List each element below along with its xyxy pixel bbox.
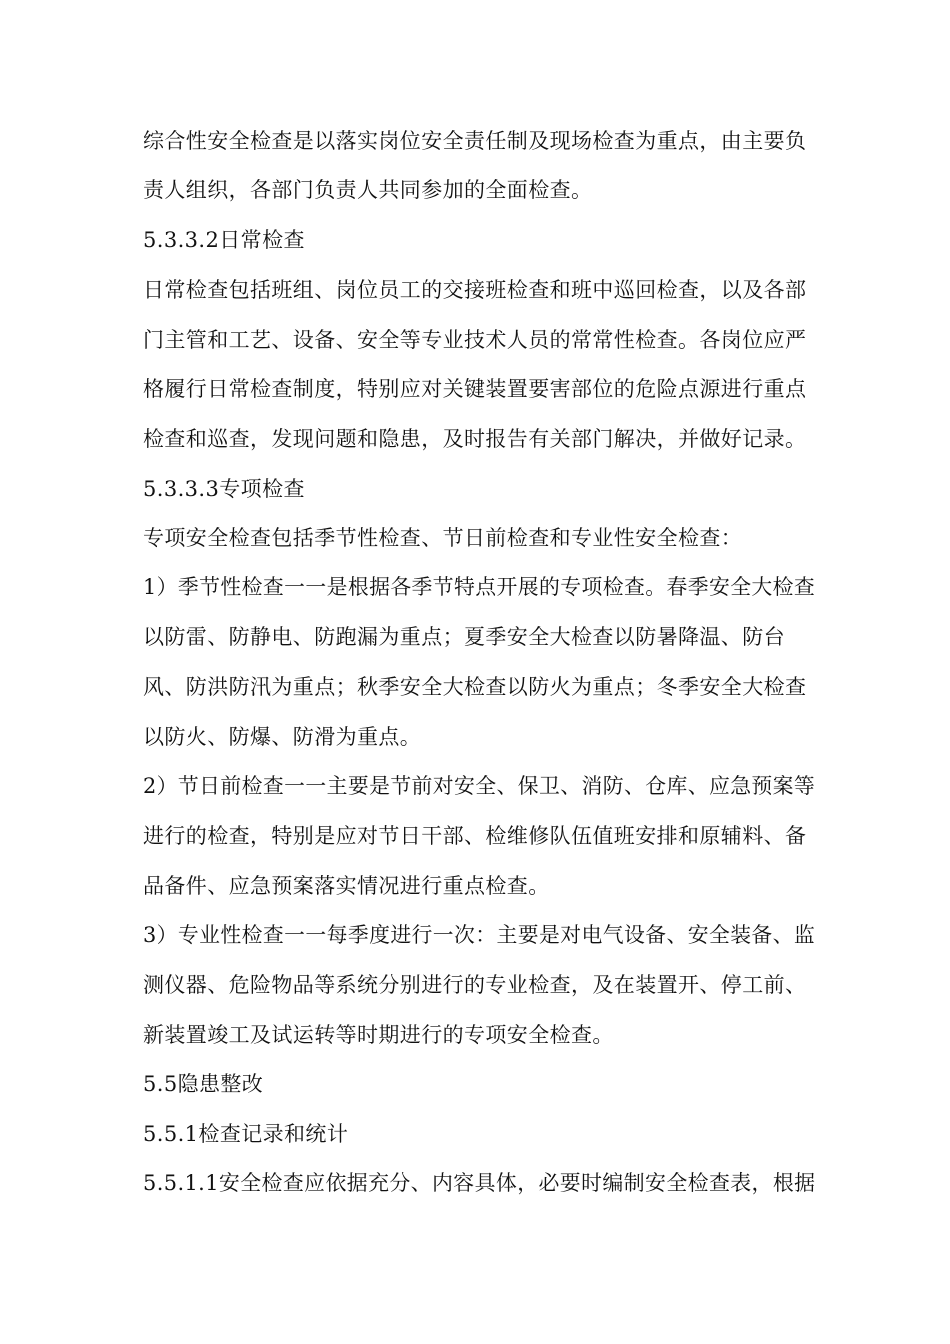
section-heading: 5.3.3.2日常检查	[143, 228, 305, 252]
text-line: 责人组织，各部门负责人共同参加的全面检查。	[143, 178, 593, 202]
text-line: 日常检查包括班组、岗位员工的交接班检查和班中巡回检查，以及各部	[143, 278, 807, 302]
section-heading: 5.5隐患整改	[143, 1072, 264, 1096]
text-line: 测仪器、危险物品等系统分别进行的专业检查，及在装置开、停工前、	[143, 973, 807, 997]
text-line: 1）季节性检查一一是根据各季节特点开展的专项检查。春季安全大检查	[143, 575, 816, 599]
text-line: 综合性安全检查是以落实岗位安全责任制及现场检查为重点，由主要负	[143, 129, 807, 153]
text-line: 检查和巡查，发现问题和隐患，及时报告有关部门解决，并做好记录。	[143, 427, 807, 451]
text-line: 专项安全检查包括季节性检查、节日前检查和专业性安全检查：	[143, 526, 743, 550]
text-line: 新装置竣工及试运转等时期进行的专项安全检查。	[143, 1023, 614, 1047]
text-line: 2）节日前检查一一主要是节前对安全、保卫、消防、仓库、应急预案等	[143, 774, 816, 798]
section-heading: 5.3.3.3专项检查	[143, 477, 305, 501]
text-line: 品备件、应急预案落实情况进行重点检查。	[143, 874, 550, 898]
text-line: 5.5.1.1安全检查应依据充分、内容具体，必要时编制安全检查表，根据	[143, 1171, 816, 1195]
text-line: 门主管和工艺、设备、安全等专业技术人员的常常性检查。各岗位应严	[143, 328, 807, 352]
text-line: 格履行日常检查制度，特别应对关键装置要害部位的危险点源进行重点	[143, 377, 807, 401]
text-line: 风、防洪防汛为重点；秋季安全大检查以防火为重点；冬季安全大检查	[143, 675, 807, 699]
text-line: 以防雷、防静电、防跑漏为重点；夏季安全大检查以防暑降温、防台	[143, 625, 785, 649]
text-line: 以防火、防爆、防滑为重点。	[143, 725, 422, 749]
section-heading: 5.5.1检查记录和统计	[143, 1122, 349, 1146]
text-line: 3）专业性检查一一每季度进行一次：主要是对电气设备、安全装备、监	[143, 923, 816, 947]
text-line: 进行的检查，特别是应对节日干部、检维修队伍值班安排和原辅料、备	[143, 824, 807, 848]
